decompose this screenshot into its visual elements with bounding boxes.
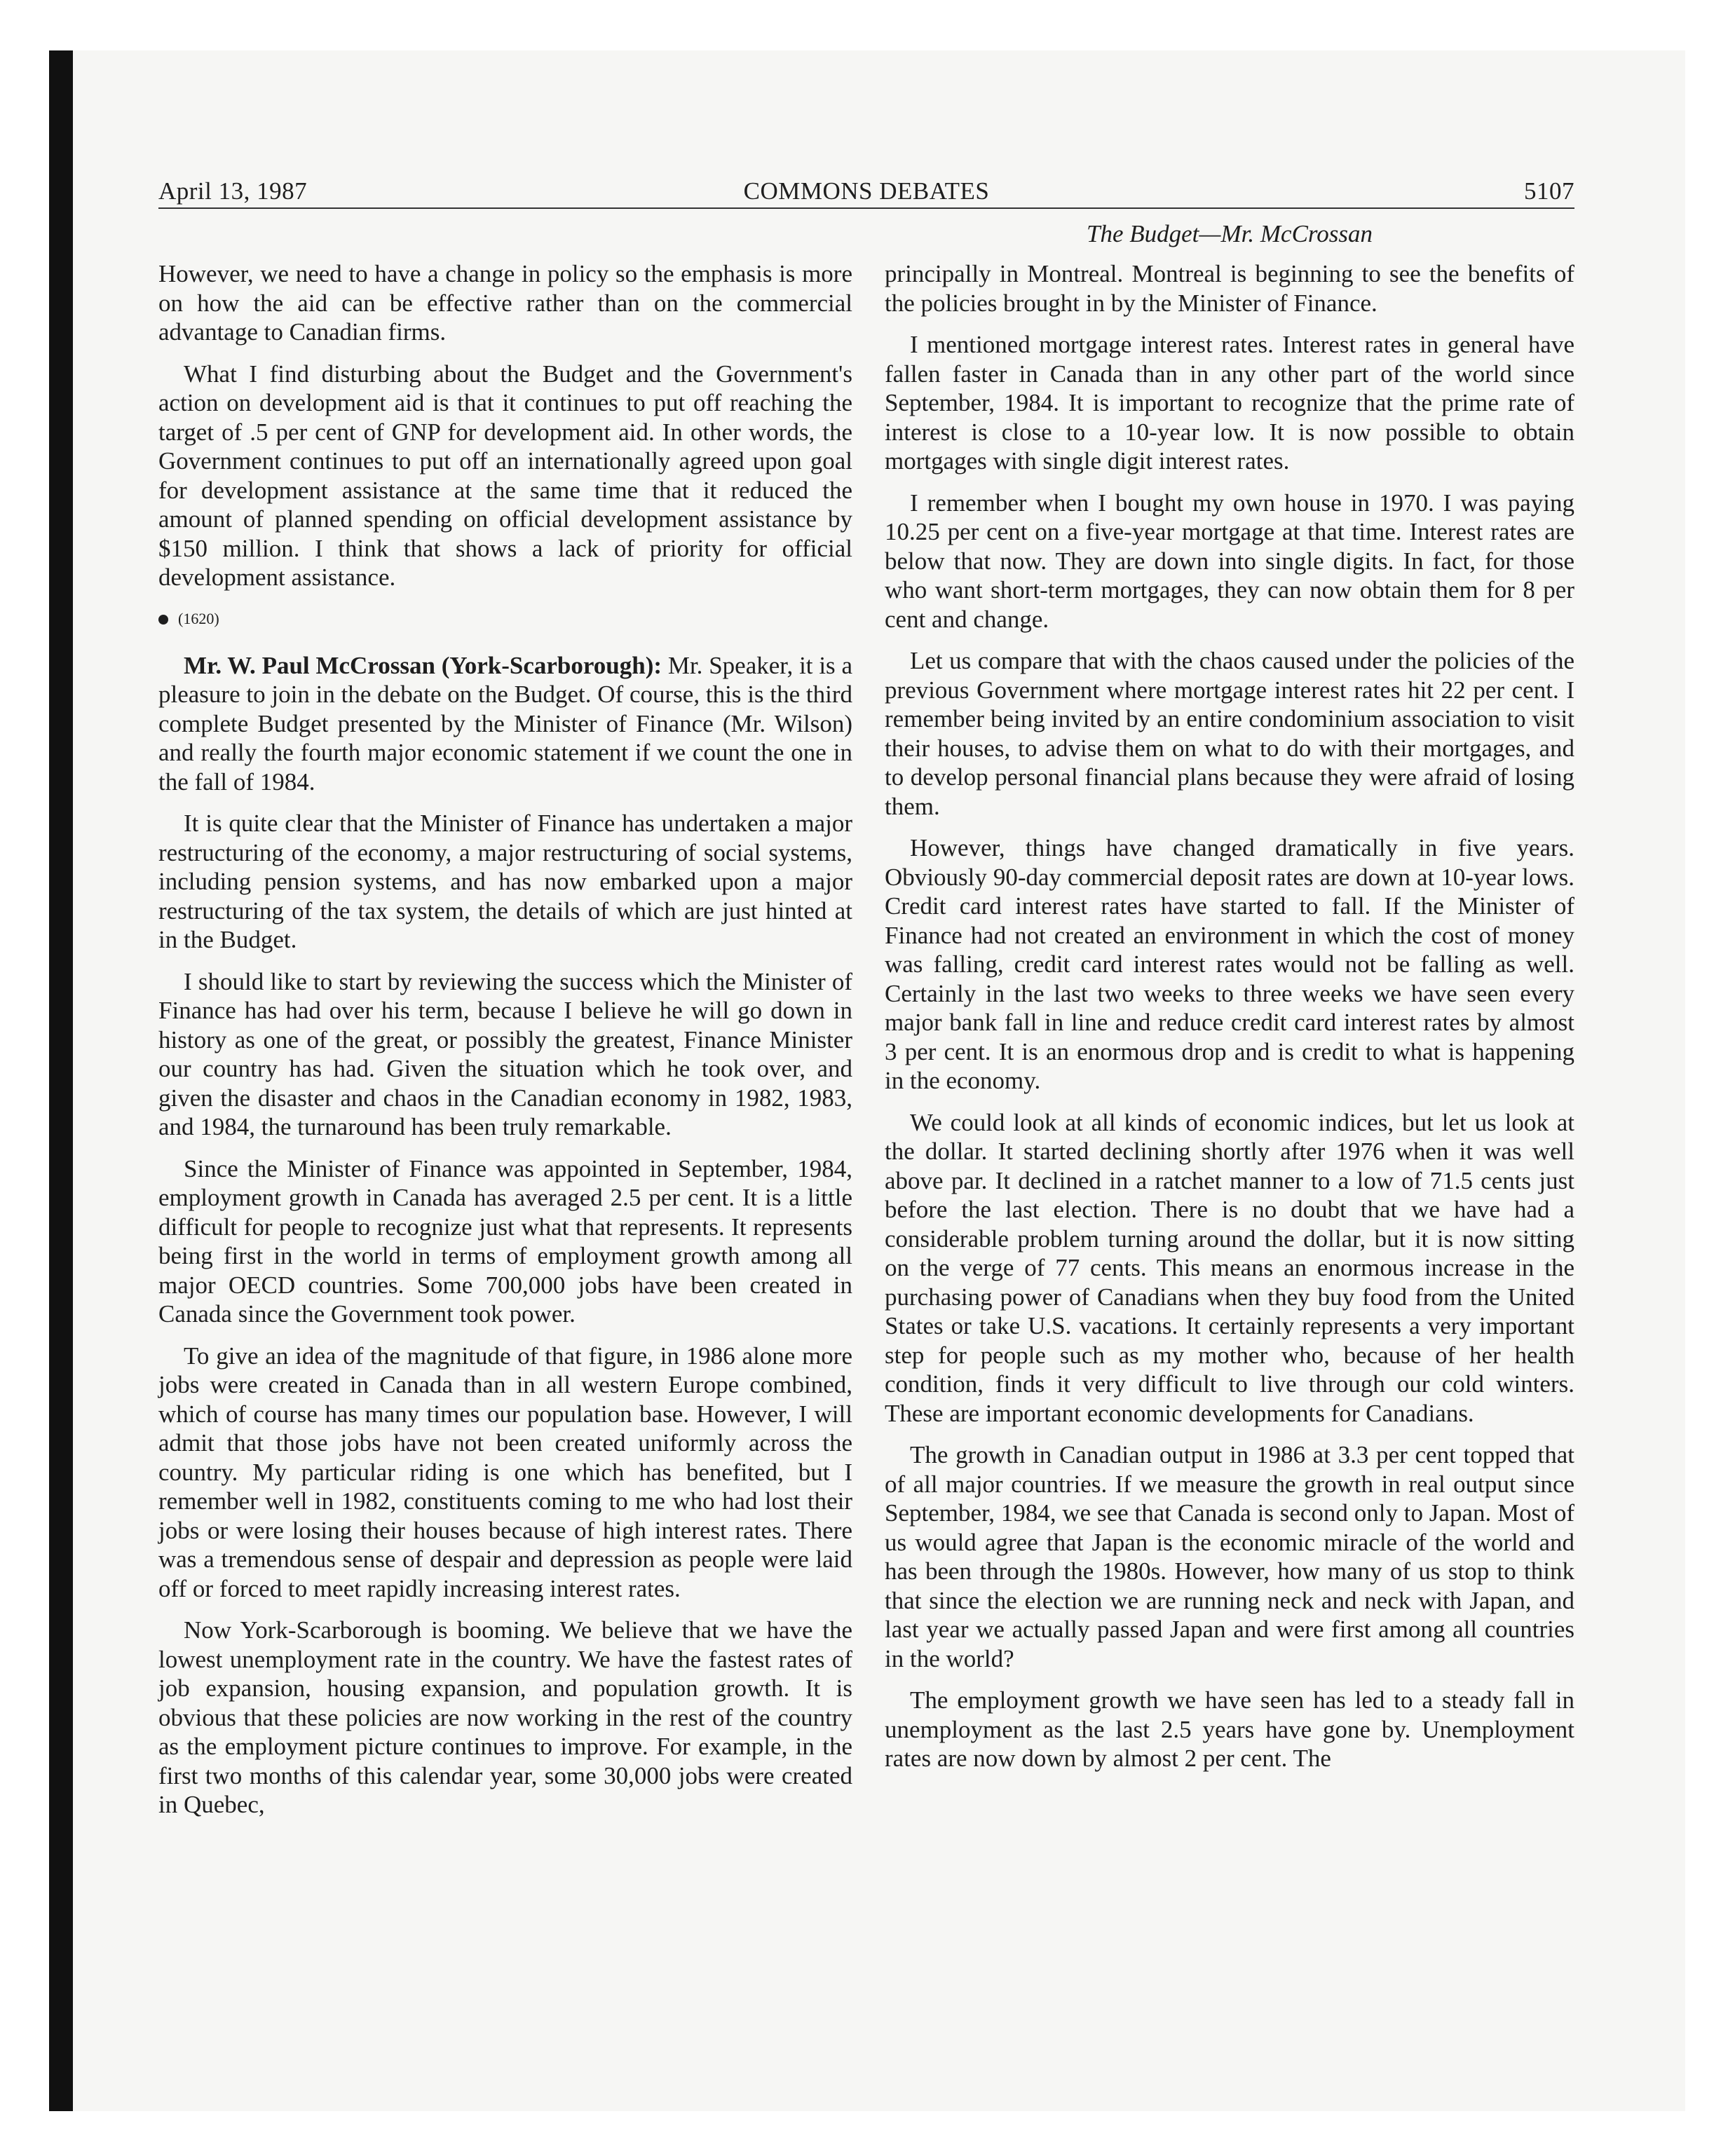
scan-edge	[49, 50, 73, 2111]
document-page	[158, 168, 1574, 2033]
header-date: April 13, 1987	[158, 177, 308, 205]
section-heading: The Budget—Mr. McCrossan	[1086, 220, 1373, 247]
paragraph: However, we need to have a change in policy so the emphasis is more on how the aid can be effective rather than on the commercial advantage to Canadian firms.	[158, 260, 852, 346]
time-marker	[158, 605, 852, 633]
paragraph: We could look at all kinds of economic indices, but let us look at the dollar. It started declining shortly after 1976 when it was well above par. It declined in a ratchet manner to a low of 71.5 cents just before the last election. There is no doubt that we have had a considerable problem turning around the dollar, but it is now sitting on the verge of 77 cents. This means an enormous increase in the purchasing power of Canadians when they buy food from the United States or take U.S. vacations. It certainly represents a very important step for people such as my mother who, because of her health condition, finds it very difficult to live through our cold winters. These are important economic developments for Canadians.	[885, 1108, 1574, 1427]
right-column	[885, 217, 1574, 1786]
paragraph: Now York-Scarborough is booming. We believe that we have the lowest unemployment rate in the country. We have the fastest rates of job expansion, housing expansion, and population growth. It is obvious that these policies are now working in the rest of the country as the employment picture continues to improve. For example, in the first two months of this calendar year, some 30,000 jobs were created in Quebec,	[158, 1616, 852, 1818]
time-marker-label: (1620)	[178, 609, 219, 627]
paragraph	[158, 651, 852, 797]
paragraph: Since the Minister of Finance was appointed in September, 1984, employment growth in Canada has averaged 2.5 per cent. It is a little difficult for people to recognize just what that represents. It represents being first in the world in terms of employment growth among all major OECD countries. Some 700,000 jobs have been created in Canada since the Government took power.	[158, 1154, 852, 1328]
paragraph: It is quite clear that the Minister of Finance has undertaken a major restructuring of the economy, a major restructuring of social systems, including pension systems, and has now embarked upon a major restructuring of the tax system, the details of which are just hinted at in the Budget.	[158, 810, 852, 953]
running-header	[158, 168, 1574, 209]
paragraph: The employment growth we have seen has led to a steady fall in unemployment as the last 2.5 years have gone by. Unemployment rates are now down by almost 2 per cent. The	[885, 1686, 1574, 1772]
header-publication: COMMONS DEBATES	[743, 177, 990, 205]
paragraph: The growth in Canadian output in 1986 at 3.3 per cent topped that of all major countries. If we measure the growth in real output since September, 1984, we see that Canada is second only to Japan. Most of us would agree that Japan is the economic miracle of the world and has been through the 1980s. However, how many of us stop to think that since the election we are running neck and neck with Japan, and last year we actually passed Japan and were first among all countries in the world?	[885, 1441, 1574, 1672]
paragraph: However, things have changed dramatically in five years. Obviously 90-day commercial deposit rates are down at 10-year lows. Credit card interest rates have started to fall. If the Minister of Finance had not created an environment in which the cost of money was falling, credit card interest rates would not be falling as well. Certainly in the last two weeks to three weeks we have seen every major bank fall in line and reduce credit card interest rates by almost 3 per cent. It is an enormous drop and is credit to what is happening in the economy.	[885, 834, 1574, 1094]
speaker-name: Mr. W. Paul McCrossan (York-Scarborough):	[184, 651, 662, 679]
paragraph: I should like to start by reviewing the success which the Minister of Finance has had over his term, because I believe he will go down in history as one of the great, or possibly the greatest, Finance Minister our country has had. Given the situation which he took over, and given the disaster and chaos in the Canadian economy in 1982, 1983, and 1984, the turnaround has been truly remarkable.	[158, 967, 852, 1140]
paragraph: I mentioned mortgage interest rates. Interest rates in general have fallen faster in Canada than in any other part of the world since September, 1984. It is important to recognize that the prime rate of interest is close to a 10-year low. It is now possible to obtain mortgages with single digit interest rates.	[885, 331, 1574, 475]
paragraph: What I find disturbing about the Budget and the Government's action on development aid is that it continues to put off reaching the target of .5 per cent of GNP for development aid. In other words, the Government continues to put off an internationally agreed upon goal for development assistance at the same time that it reduced the amount of planned spending on official development assistance by $150 million. I think that shows a lack of priority for official development assistance.	[158, 360, 852, 591]
header-page-number: 5107	[1524, 177, 1574, 205]
paragraph: I remember when I bought my own house in 1970. I was paying 10.25 per cent on a five-year mortgage at that time. Interest rates are below that now. They are down into single digits. In fact, for those who want short-term mortgages, they can now obtain them for 8 per cent and change.	[885, 489, 1574, 633]
left-column	[158, 259, 852, 1832]
paragraph: Let us compare that with the chaos caused under the policies of the previous Government where mortgage interest rates hit 22 per cent. I remember being invited by an entire condominium association to visit their houses, to advise them on what to do with their mortgages, and to develop personal financial plans because they were afraid of losing them.	[885, 647, 1574, 820]
paragraph: principally in Montreal. Montreal is beginning to see the benefits of the policies brought in by the Minister of Finance.	[885, 260, 1574, 317]
bullet-icon	[158, 615, 168, 625]
paragraph-text: Mr. Speaker, it is a pleasure to join in the debate on the Budget. Of course, this is the third complete Budget presented by the Minister of Finance (Mr. Wilson) and really the fourth major economic statement if we count the one in the fall of 1984.	[158, 651, 852, 796]
paragraph: To give an idea of the magnitude of that figure, in 1986 alone more jobs were created in Canada than in all western Europe combined, which of course has many times our population base. However, I will admit that those jobs have not been created uniformly across the country. My particular riding is one which has benefited, but I remember well in 1982, constituents coming to me who had lost their jobs or were losing their houses because of high interest rates. There was a tremendous sense of despair and depression as people were laid off or forced to meet rapidly increasing interest rates.	[158, 1342, 852, 1602]
